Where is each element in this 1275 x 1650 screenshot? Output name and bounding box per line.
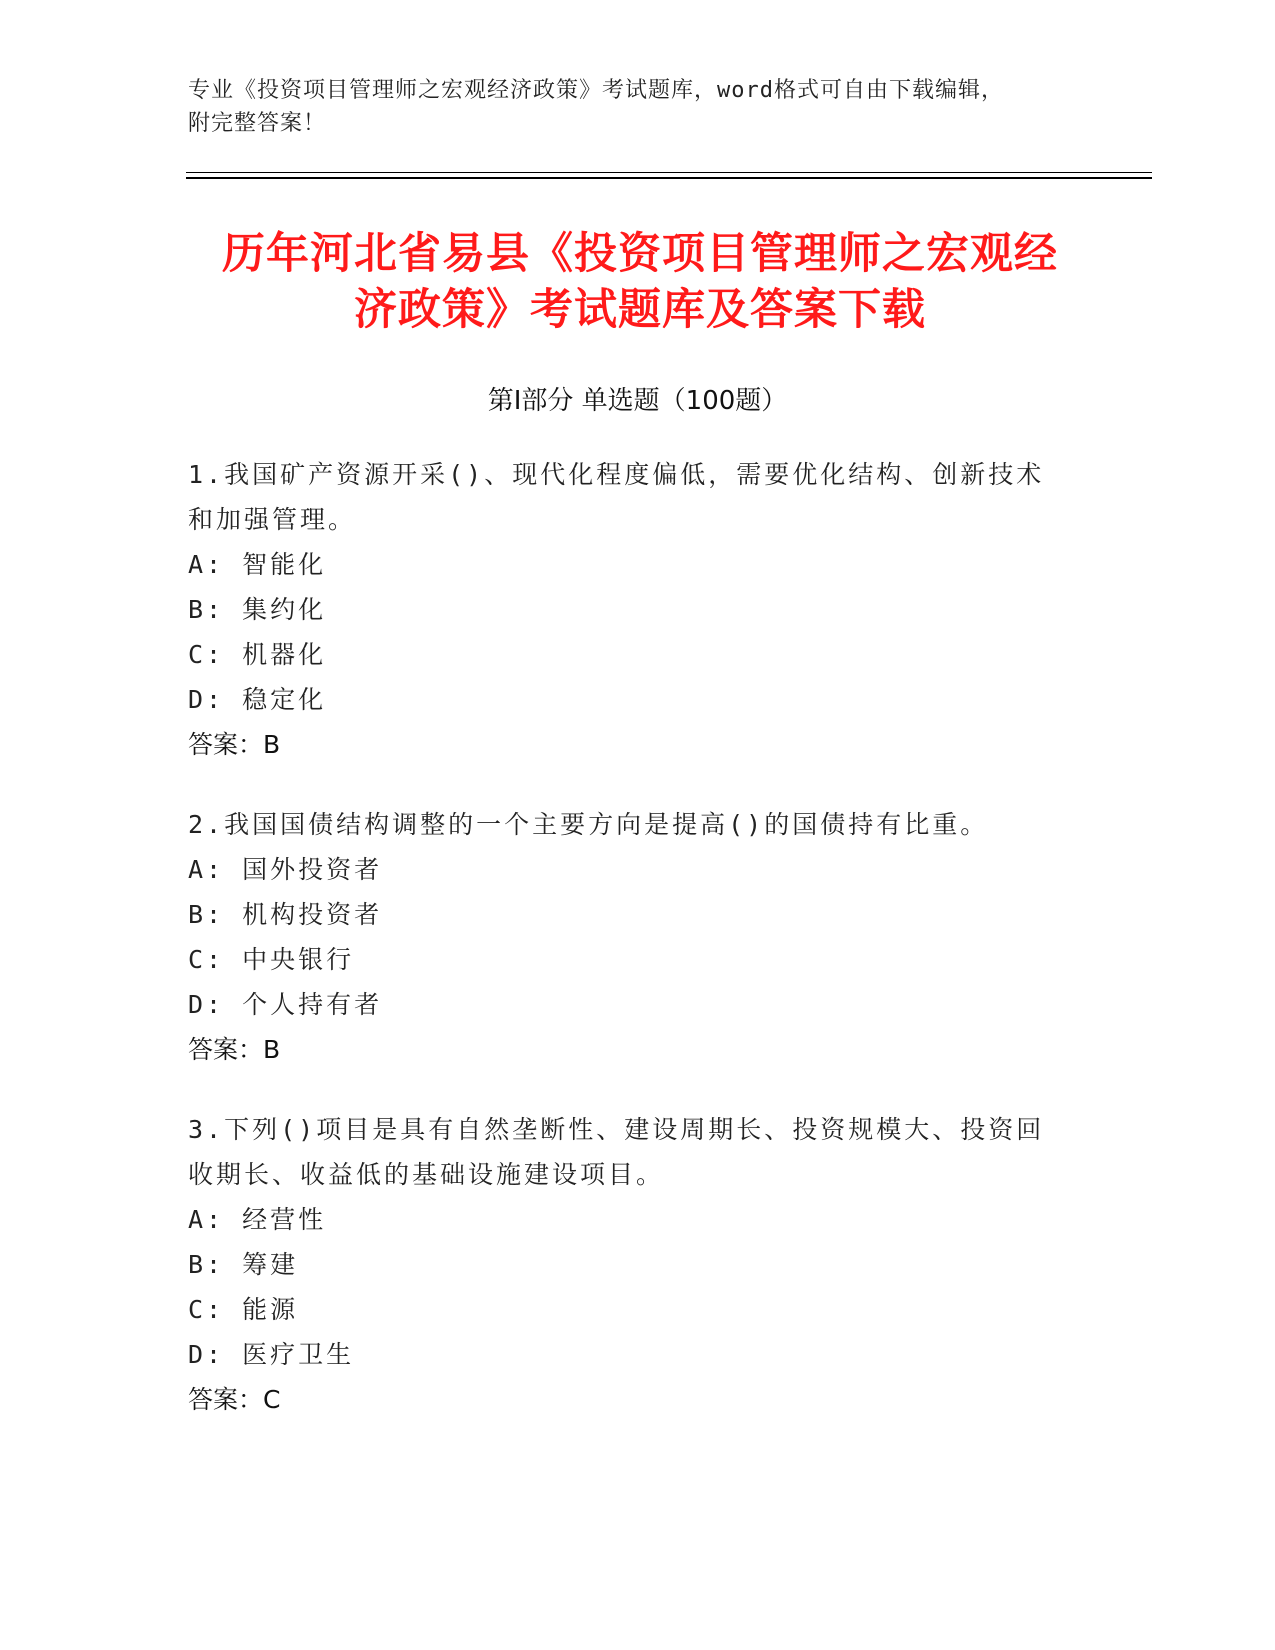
question-1 [188, 452, 1068, 767]
question-3-option-d: D: 医疗卫生 [188, 1340, 355, 1369]
question-1-stem-line-2: 和加强管理。 [188, 505, 357, 534]
header-note [188, 74, 1088, 140]
question-3-option-b: B: 筹建 [188, 1250, 299, 1279]
section-heading: 第Ⅰ部分 单选题（100题） [487, 386, 788, 416]
question-3-stem-line-2: 收期长、收益低的基础设施建设项目。 [188, 1160, 665, 1189]
header-rule-top [186, 172, 1152, 173]
question-1-option-d: D: 稳定化 [188, 685, 327, 714]
document-title [160, 226, 1120, 338]
document-title-line-2: 济政策》考试题库及答案下载 [354, 285, 926, 335]
question-2 [188, 802, 1068, 1072]
question-1-option-b: B: 集约化 [188, 595, 327, 624]
question-3-answer: 答案：C [188, 1385, 281, 1414]
header-rule-bottom [186, 177, 1152, 179]
question-1-option-a: A: 智能化 [188, 550, 327, 579]
question-2-option-c: C: 中央银行 [188, 945, 355, 974]
header-note-line-1: 专业《投资项目管理师之宏观经济政策》考试题库，word格式可自由下载编辑， [188, 78, 1004, 103]
question-3-stem-line-1: 3.下列()项目是具有自然垄断性、建设周期长、投资规模大、投资回 [188, 1115, 1045, 1144]
question-3-option-c: C: 能源 [188, 1295, 299, 1324]
document-title-line-1: 历年河北省易县《投资项目管理师之宏观经 [222, 229, 1058, 279]
question-1-option-c: C: 机器化 [188, 640, 327, 669]
question-1-answer: 答案：B [188, 730, 281, 759]
question-2-option-b: B: 机构投资者 [188, 900, 383, 929]
question-3 [188, 1107, 1068, 1422]
question-2-answer: 答案：B [188, 1035, 281, 1064]
header-note-line-2: 附完整答案！ [188, 111, 327, 136]
question-2-option-a: A: 国外投资者 [188, 855, 383, 884]
question-1-stem-line-1: 1.我国矿产资源开采()、现代化程度偏低，需要优化结构、创新技术 [188, 460, 1045, 489]
question-2-stem-line-1: 2.我国国债结构调整的一个主要方向是提高()的国债持有比重。 [188, 810, 989, 839]
question-3-option-a: A: 经营性 [188, 1205, 327, 1234]
question-2-option-d: D: 个人持有者 [188, 990, 383, 1019]
